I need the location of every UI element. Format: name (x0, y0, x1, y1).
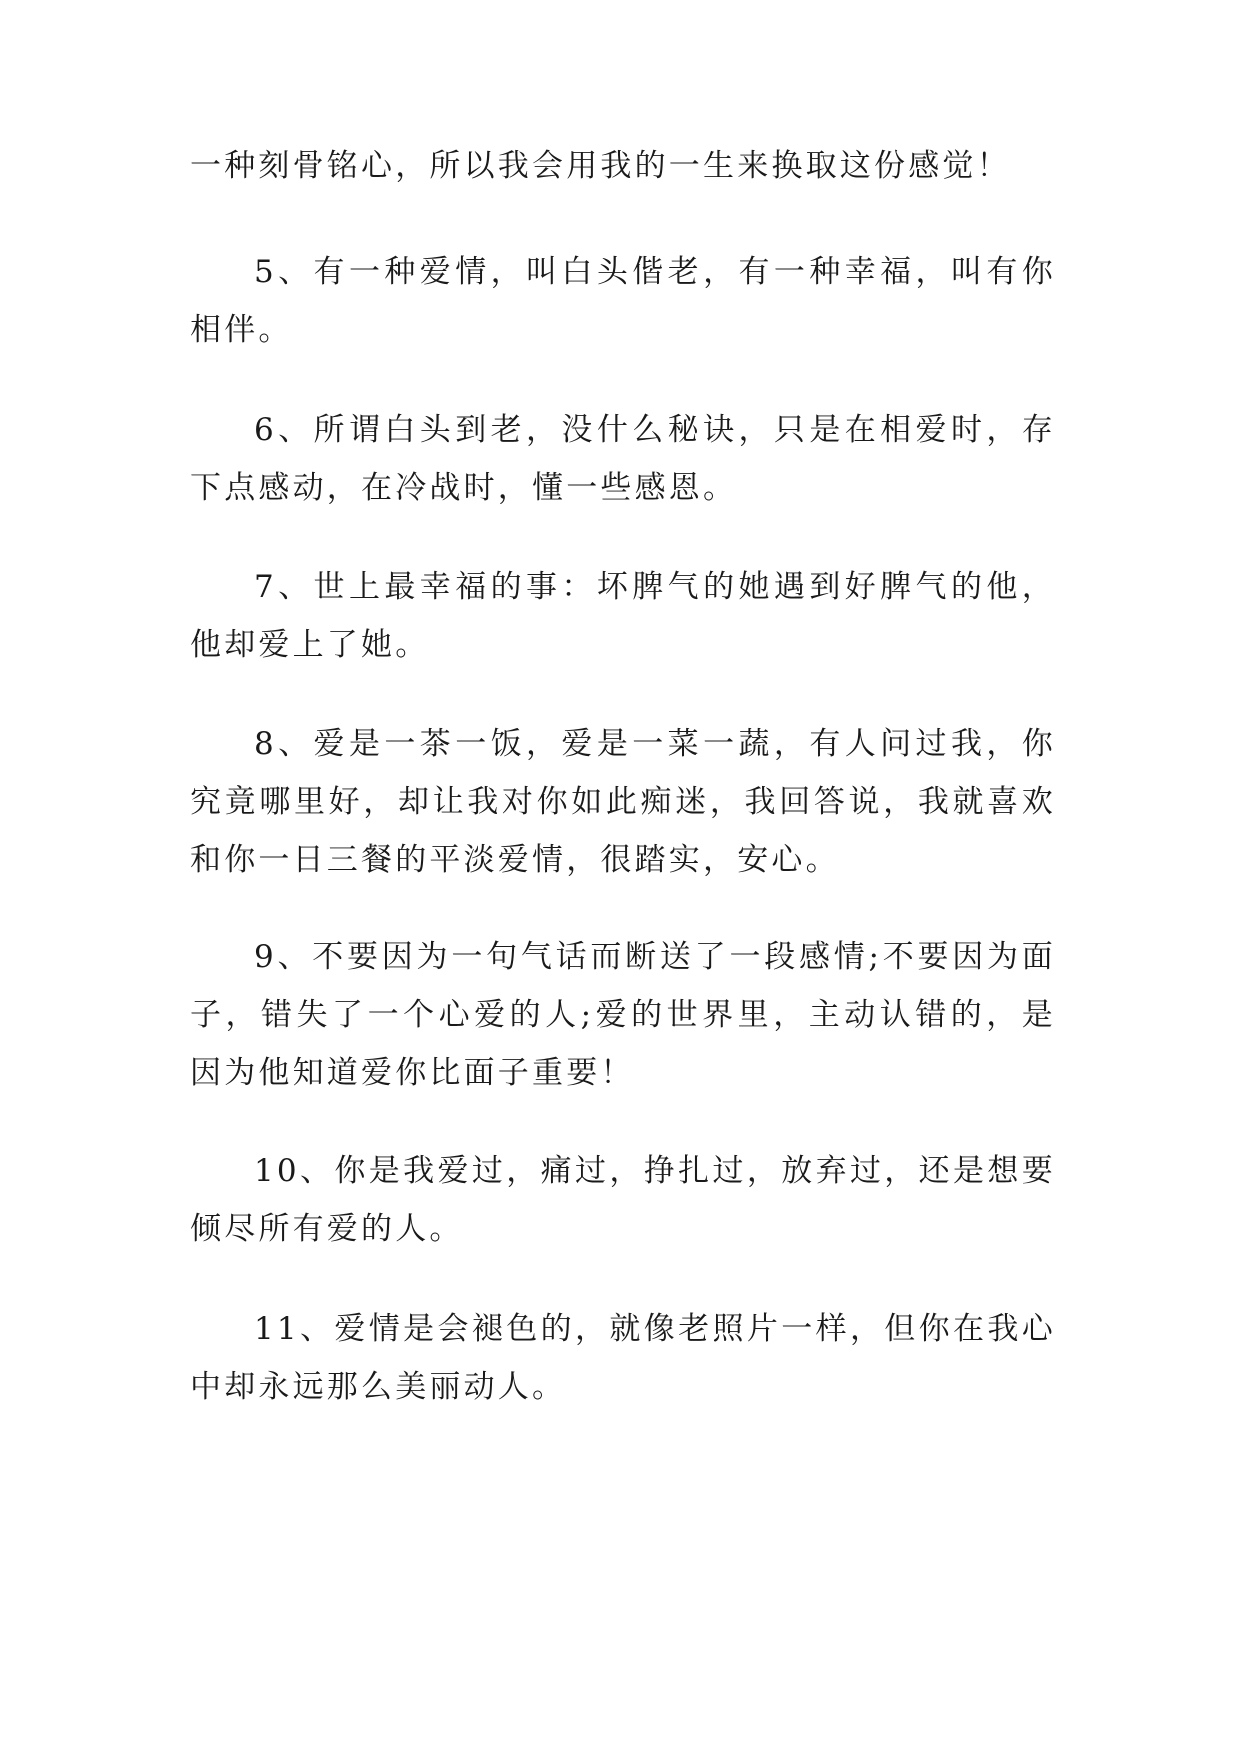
paragraph-item-6: 6、所谓白头到老，没什么秘诀，只是在相爱时，存下点感动，在冷战时，懂一些感恩。 (190, 412, 1056, 506)
paragraph-item-9: 9、不要因为一句气话而断送了一段感情;不要因为面子，错失了一个心爱的人;爱的世界里，主动认错的，是因为他知道爱你比面子重要！ (190, 939, 1056, 1091)
paragraph-item-8: 8、爱是一茶一饭，爱是一菜一蔬，有人问过我，你究竟哪里好，却让我对你如此痴迷，我回答说，我就喜欢和你一日三餐的平淡爱情，很踏实，安心。 (190, 726, 1056, 878)
paragraph-item-7: 7、世上最幸福的事：坏脾气的她遇到好脾气的他，他却爱上了她。 (190, 569, 1056, 663)
paragraph-continuation: 一种刻骨铭心，所以我会用我的一生来换取这份感觉！ (190, 148, 1011, 184)
paragraph-item-10: 10、你是我爱过，痛过，挣扎过，放弃过，还是想要倾尽所有爱的人。 (190, 1153, 1056, 1247)
paragraph-item-11: 11、爱情是会褪色的，就像老照片一样，但你在我心中却永远那么美丽动人。 (190, 1311, 1056, 1405)
paragraph-item-5: 5、有一种爱情，叫白头偕老，有一种幸福，叫有你相伴。 (190, 254, 1056, 348)
